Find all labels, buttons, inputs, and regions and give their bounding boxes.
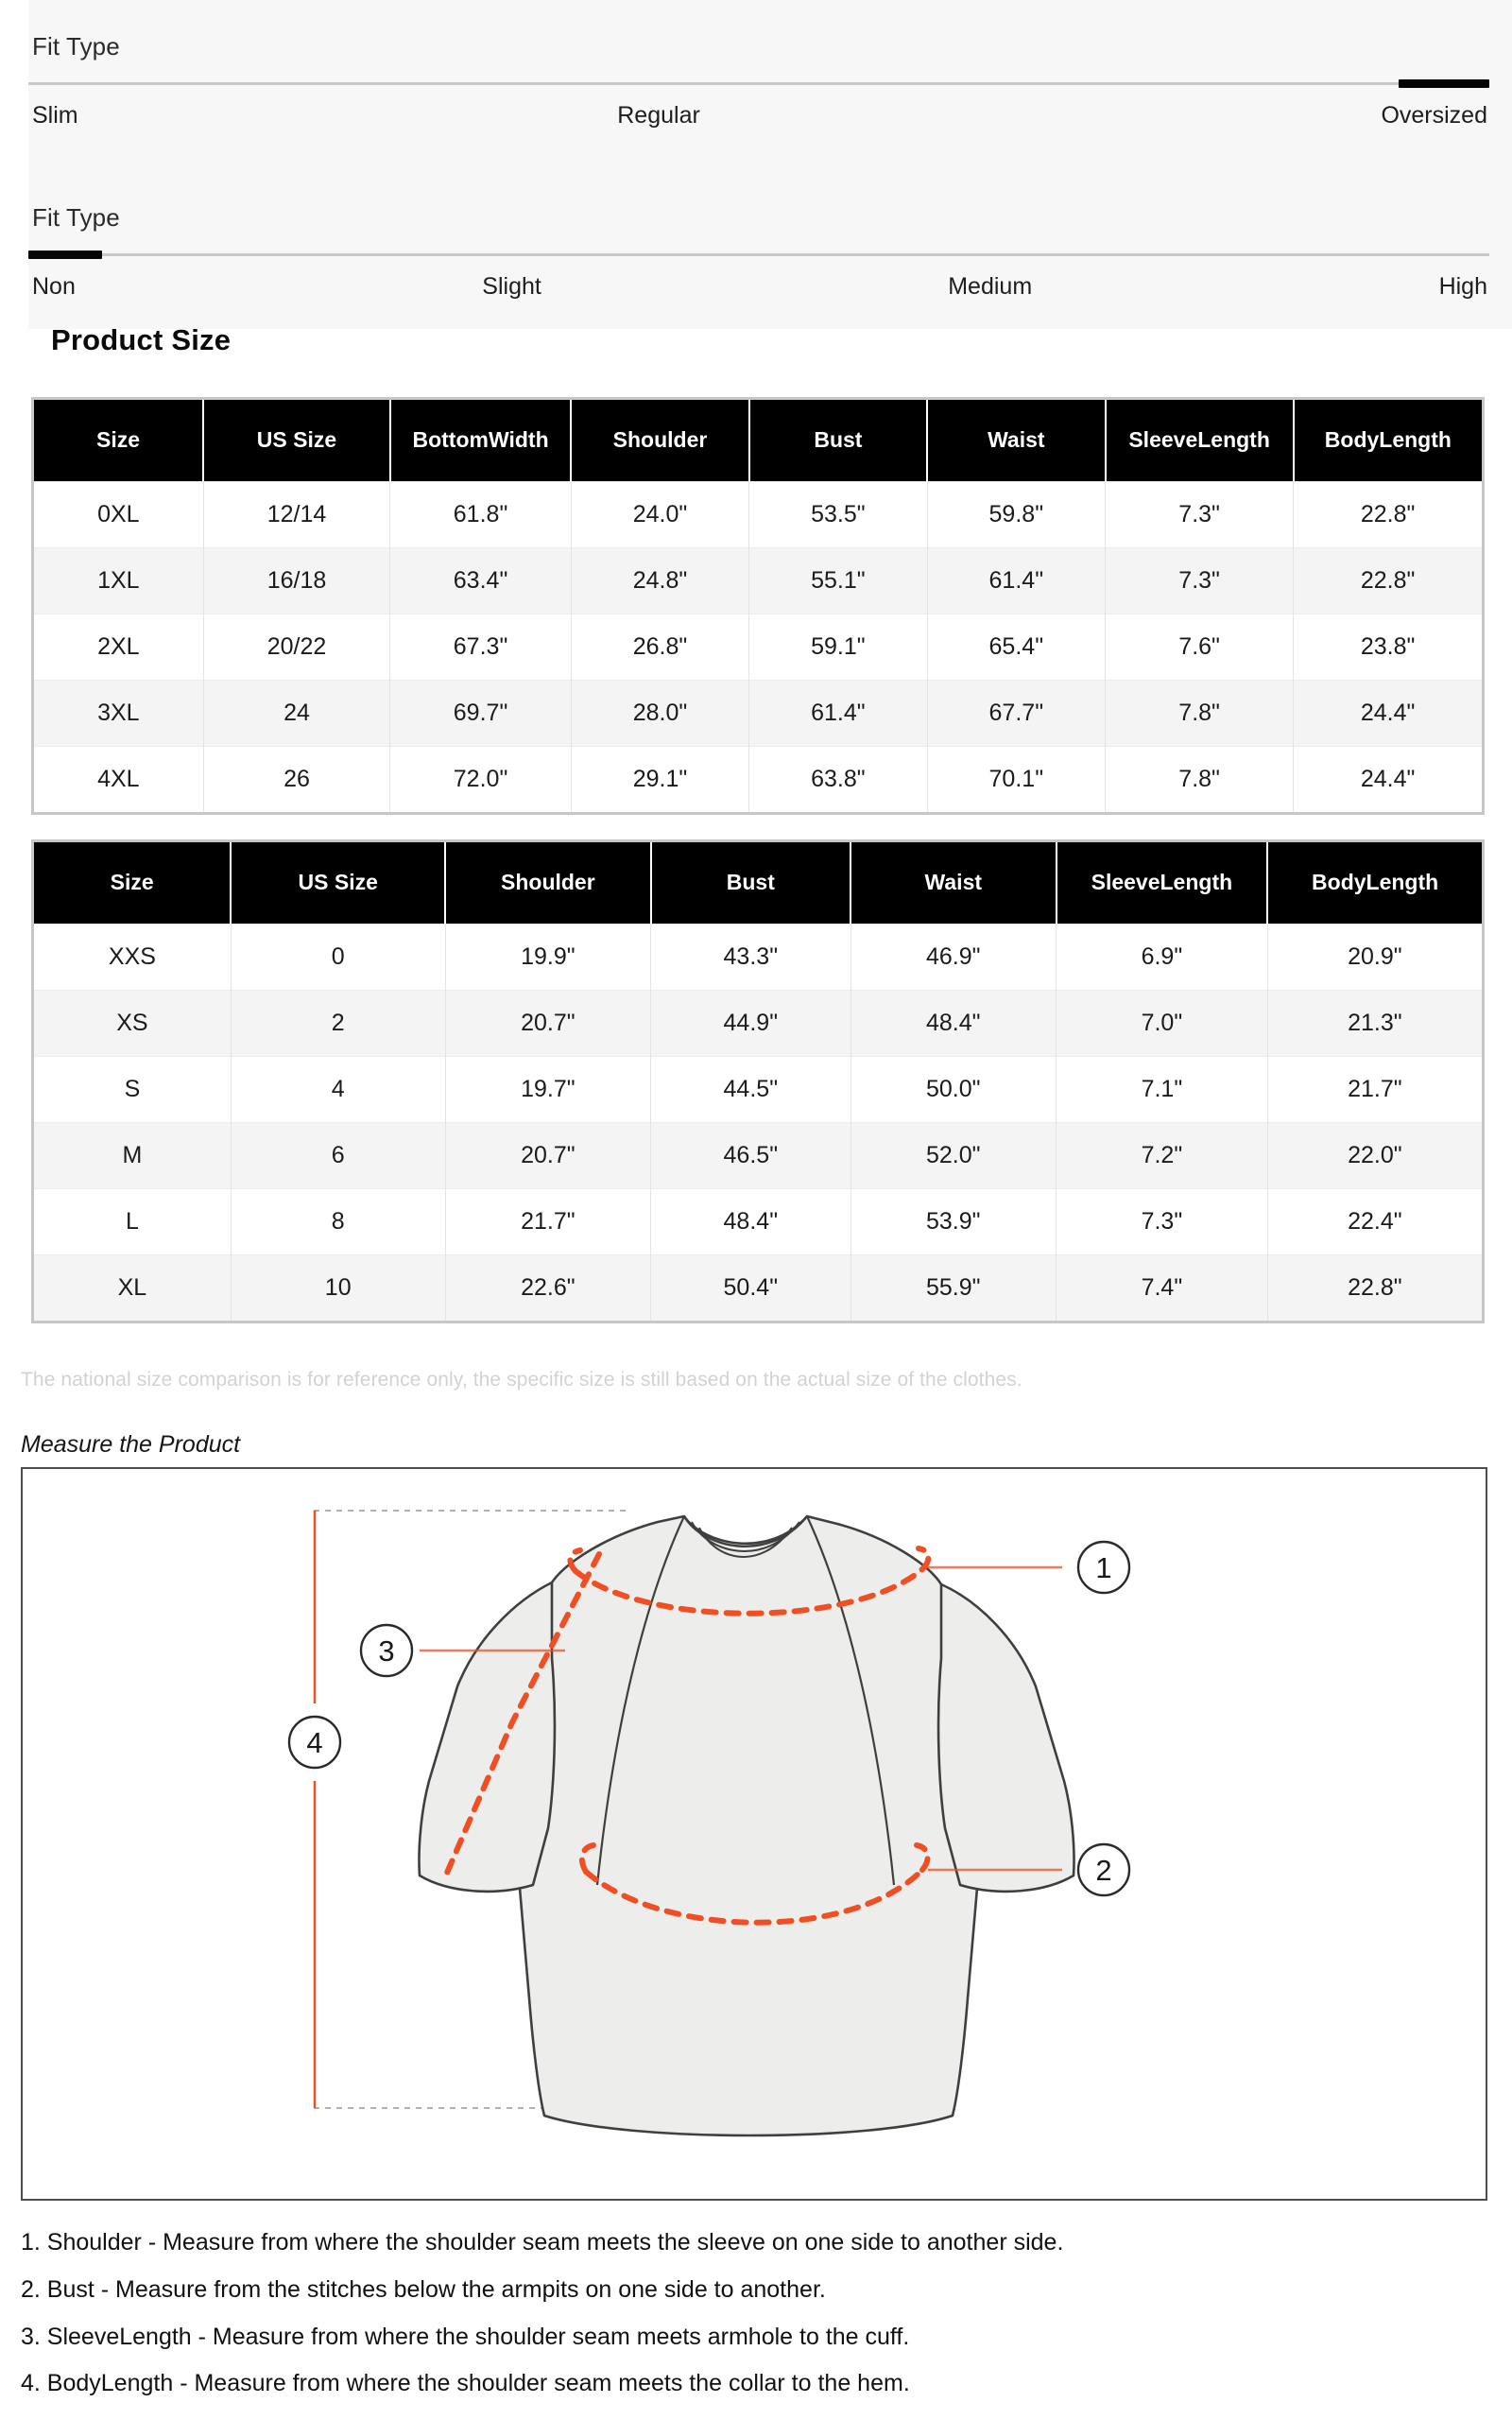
cell-value: 59.8" — [927, 481, 1105, 547]
cell-value: 55.1" — [749, 547, 927, 614]
cell-size: XXS — [34, 924, 231, 990]
cell-value: 22.6" — [445, 1254, 651, 1321]
size-disclaimer: The national size comparison is for reference only, the specific size is still based on the actual size of the clothes. — [21, 1369, 1022, 1391]
plus-size-table-container — [31, 397, 1485, 815]
cell-value: 61.8" — [390, 481, 571, 547]
fit-type-tick-slim[interactable]: Slim — [32, 102, 78, 129]
cell-size: M — [34, 1122, 231, 1188]
footnote-item-4: 4. BodyLength - Measure from where the shoulder seam meets the collar to the hem. — [21, 2370, 910, 2397]
cell-value: 59.1" — [749, 614, 927, 680]
fit-type-tick-non[interactable]: Non — [32, 273, 76, 300]
cell-value: 46.5" — [651, 1122, 850, 1188]
cell-value: 72.0" — [390, 746, 571, 812]
cell-value: 22.8" — [1294, 481, 1482, 547]
cell-value: 7.8" — [1106, 746, 1294, 812]
table-header-row — [34, 400, 1482, 481]
fit-panel-divider — [28, 130, 1512, 171]
column-header-bodylength: BodyLength — [1294, 400, 1482, 481]
table-row — [34, 746, 1482, 812]
cell-value: 61.4" — [927, 547, 1105, 614]
cell-value: 53.9" — [850, 1188, 1057, 1254]
cell-value: 65.4" — [927, 614, 1105, 680]
cell-value: 22.8" — [1267, 1254, 1482, 1321]
cell-value: 21.7" — [1267, 1056, 1482, 1122]
cell-size: 2XL — [34, 614, 203, 680]
cell-value: 7.3" — [1106, 547, 1294, 614]
cell-value: 7.0" — [1057, 990, 1268, 1056]
cell-size: L — [34, 1188, 231, 1254]
fit-type-slider-1-ticks — [28, 85, 1489, 130]
fit-type-slider-2-ticks — [28, 256, 1489, 301]
cell-value: 52.0" — [850, 1122, 1057, 1188]
cell-value: 2 — [231, 990, 445, 1056]
measure-product-heading: Measure the Product — [21, 1431, 241, 1458]
column-header-shoulder: Shoulder — [445, 842, 651, 924]
table-row — [34, 614, 1482, 680]
cell-value: 7.4" — [1057, 1254, 1268, 1321]
cell-value: 63.8" — [749, 746, 927, 812]
table-row — [34, 1188, 1482, 1254]
cell-value: 6 — [231, 1122, 445, 1188]
cell-value: 67.7" — [927, 680, 1105, 746]
fit-type-label-2: Fit Type — [32, 203, 120, 232]
plus-size-table — [34, 400, 1482, 812]
plus-size-table-head — [34, 400, 1482, 481]
cell-value: 24.8" — [571, 547, 748, 614]
column-header-bottomwidth: BottomWidth — [390, 400, 571, 481]
marker-3 — [361, 1625, 412, 1676]
cell-value: 46.9" — [850, 924, 1057, 990]
table-row — [34, 1056, 1482, 1122]
cell-value: 24.0" — [571, 481, 748, 547]
plus-size-table-body — [34, 481, 1482, 812]
cell-value: 7.3" — [1106, 481, 1294, 547]
standard-size-table — [34, 842, 1482, 1321]
cell-value: 7.2" — [1057, 1122, 1268, 1188]
column-header-size: Size — [34, 400, 203, 481]
cell-value: 48.4" — [651, 1188, 850, 1254]
table-row — [34, 680, 1482, 746]
cell-value: 24.4" — [1294, 680, 1482, 746]
cell-value: 26.8" — [571, 614, 748, 680]
tshirt-sleeve-left — [419, 1582, 554, 1892]
cell-size: XS — [34, 990, 231, 1056]
tshirt-sleeve-right — [938, 1584, 1074, 1892]
cell-value: 19.7" — [445, 1056, 651, 1122]
cell-value: 70.1" — [927, 746, 1105, 812]
cell-value: 20.7" — [445, 1122, 651, 1188]
footnote-item-1: 1. Shoulder - Measure from where the shoulder seam meets the sleeve on one side to another side. — [21, 2229, 1064, 2256]
marker-1 — [1078, 1542, 1129, 1593]
cell-value: 22.4" — [1267, 1188, 1482, 1254]
fit-type-label-1: Fit Type — [32, 32, 120, 60]
cell-value: 44.5" — [651, 1056, 850, 1122]
fit-type-slider-2[interactable] — [28, 253, 1489, 256]
fit-type-slider-1[interactable] — [28, 82, 1489, 85]
fit-type-tick-medium[interactable]: Medium — [948, 273, 1033, 300]
cell-size: 4XL — [34, 746, 203, 812]
cell-value: 28.0" — [571, 680, 748, 746]
fit-type-slider-group-2 — [28, 171, 1512, 301]
cell-value: 23.8" — [1294, 614, 1482, 680]
cell-size: 0XL — [34, 481, 203, 547]
cell-value: 63.4" — [390, 547, 571, 614]
cell-size: 3XL — [34, 680, 203, 746]
column-header-sleevelength: SleeveLength — [1057, 842, 1268, 924]
cell-value: 19.9" — [445, 924, 651, 990]
cell-value: 8 — [231, 1188, 445, 1254]
cell-value: 50.4" — [651, 1254, 850, 1321]
column-header-size: Size — [34, 842, 231, 924]
cell-value: 69.7" — [390, 680, 571, 746]
marker-1-label: 1 — [1095, 1551, 1112, 1584]
cell-value: 43.3" — [651, 924, 850, 990]
fit-type-tick-high[interactable]: High — [1438, 273, 1487, 300]
cell-size: S — [34, 1056, 231, 1122]
tshirt-measurement-diagram — [23, 1469, 1486, 2199]
cell-value: 29.1" — [571, 746, 748, 812]
marker-2-label: 2 — [1095, 1854, 1112, 1887]
cell-value: 20/22 — [203, 614, 390, 680]
cell-value: 7.1" — [1057, 1056, 1268, 1122]
fit-type-slider-group-1 — [28, 0, 1512, 130]
column-header-sleevelength: SleeveLength — [1106, 400, 1294, 481]
fit-type-slider-1-thumb[interactable] — [1399, 79, 1489, 88]
table-row — [34, 1254, 1482, 1321]
cell-value: 50.0" — [850, 1056, 1057, 1122]
table-row — [34, 990, 1482, 1056]
column-header-shoulder: Shoulder — [571, 400, 748, 481]
cell-value: 67.3" — [390, 614, 571, 680]
footnote-item-2: 2. Bust - Measure from the stitches below the armpits on one side to another. — [21, 2275, 826, 2303]
table-row — [34, 1122, 1482, 1188]
column-header-waist: Waist — [927, 400, 1105, 481]
cell-value: 12/14 — [203, 481, 390, 547]
standard-size-table-body — [34, 924, 1482, 1321]
cell-value: 7.6" — [1106, 614, 1294, 680]
fit-type-panel — [28, 0, 1512, 329]
cell-value: 61.4" — [749, 680, 927, 746]
measurement-diagram-container — [21, 1467, 1487, 2201]
footnote-item-3: 3. SleeveLength - Measure from where the shoulder seam meets armhole to the cuff. — [21, 2323, 910, 2350]
cell-value: 22.0" — [1267, 1122, 1482, 1188]
fit-type-tick-regular[interactable]: Regular — [617, 102, 700, 129]
measurement-instructions — [21, 2229, 1419, 2417]
column-header-us-size: US Size — [203, 400, 390, 481]
cell-size: 1XL — [34, 547, 203, 614]
fit-type-tick-slight[interactable]: Slight — [482, 273, 541, 300]
column-header-bust: Bust — [749, 400, 927, 481]
standard-size-table-head — [34, 842, 1482, 924]
cell-value: 0 — [231, 924, 445, 990]
cell-value: 20.9" — [1267, 924, 1482, 990]
fit-type-slider-2-thumb[interactable] — [28, 251, 102, 259]
fit-panel-bottom-pad — [28, 301, 1512, 329]
cell-value: 10 — [231, 1254, 445, 1321]
tshirt-body-shape — [514, 1516, 984, 2135]
page-title: Product Size — [51, 323, 232, 356]
cell-value: 26 — [203, 746, 390, 812]
cell-value: 20.7" — [445, 990, 651, 1056]
cell-value: 48.4" — [850, 990, 1057, 1056]
cell-value: 24.4" — [1294, 746, 1482, 812]
cell-value: 7.3" — [1057, 1188, 1268, 1254]
marker-2 — [1078, 1844, 1129, 1895]
cell-value: 22.8" — [1294, 547, 1482, 614]
column-header-waist: Waist — [850, 842, 1057, 924]
cell-value: 4 — [231, 1056, 445, 1122]
marker-4-label: 4 — [306, 1726, 323, 1759]
table-row — [34, 547, 1482, 614]
cell-value: 55.9" — [850, 1254, 1057, 1321]
table-row — [34, 481, 1482, 547]
footnote-list — [21, 2229, 1419, 2397]
table-row — [34, 924, 1482, 990]
fit-type-tick-oversized[interactable]: Oversized — [1381, 102, 1487, 129]
cell-value: 53.5" — [749, 481, 927, 547]
cell-value: 21.7" — [445, 1188, 651, 1254]
cell-size: XL — [34, 1254, 231, 1321]
column-header-us-size: US Size — [231, 842, 445, 924]
cell-value: 21.3" — [1267, 990, 1482, 1056]
marker-4 — [289, 1717, 340, 1768]
cell-value: 16/18 — [203, 547, 390, 614]
column-header-bust: Bust — [651, 842, 850, 924]
standard-size-table-container — [31, 839, 1485, 1323]
column-header-bodylength: BodyLength — [1267, 842, 1482, 924]
cell-value: 6.9" — [1057, 924, 1268, 990]
cell-value: 24 — [203, 680, 390, 746]
cell-value: 7.8" — [1106, 680, 1294, 746]
table-header-row — [34, 842, 1482, 924]
cell-value: 44.9" — [651, 990, 850, 1056]
marker-3-label: 3 — [378, 1634, 395, 1668]
